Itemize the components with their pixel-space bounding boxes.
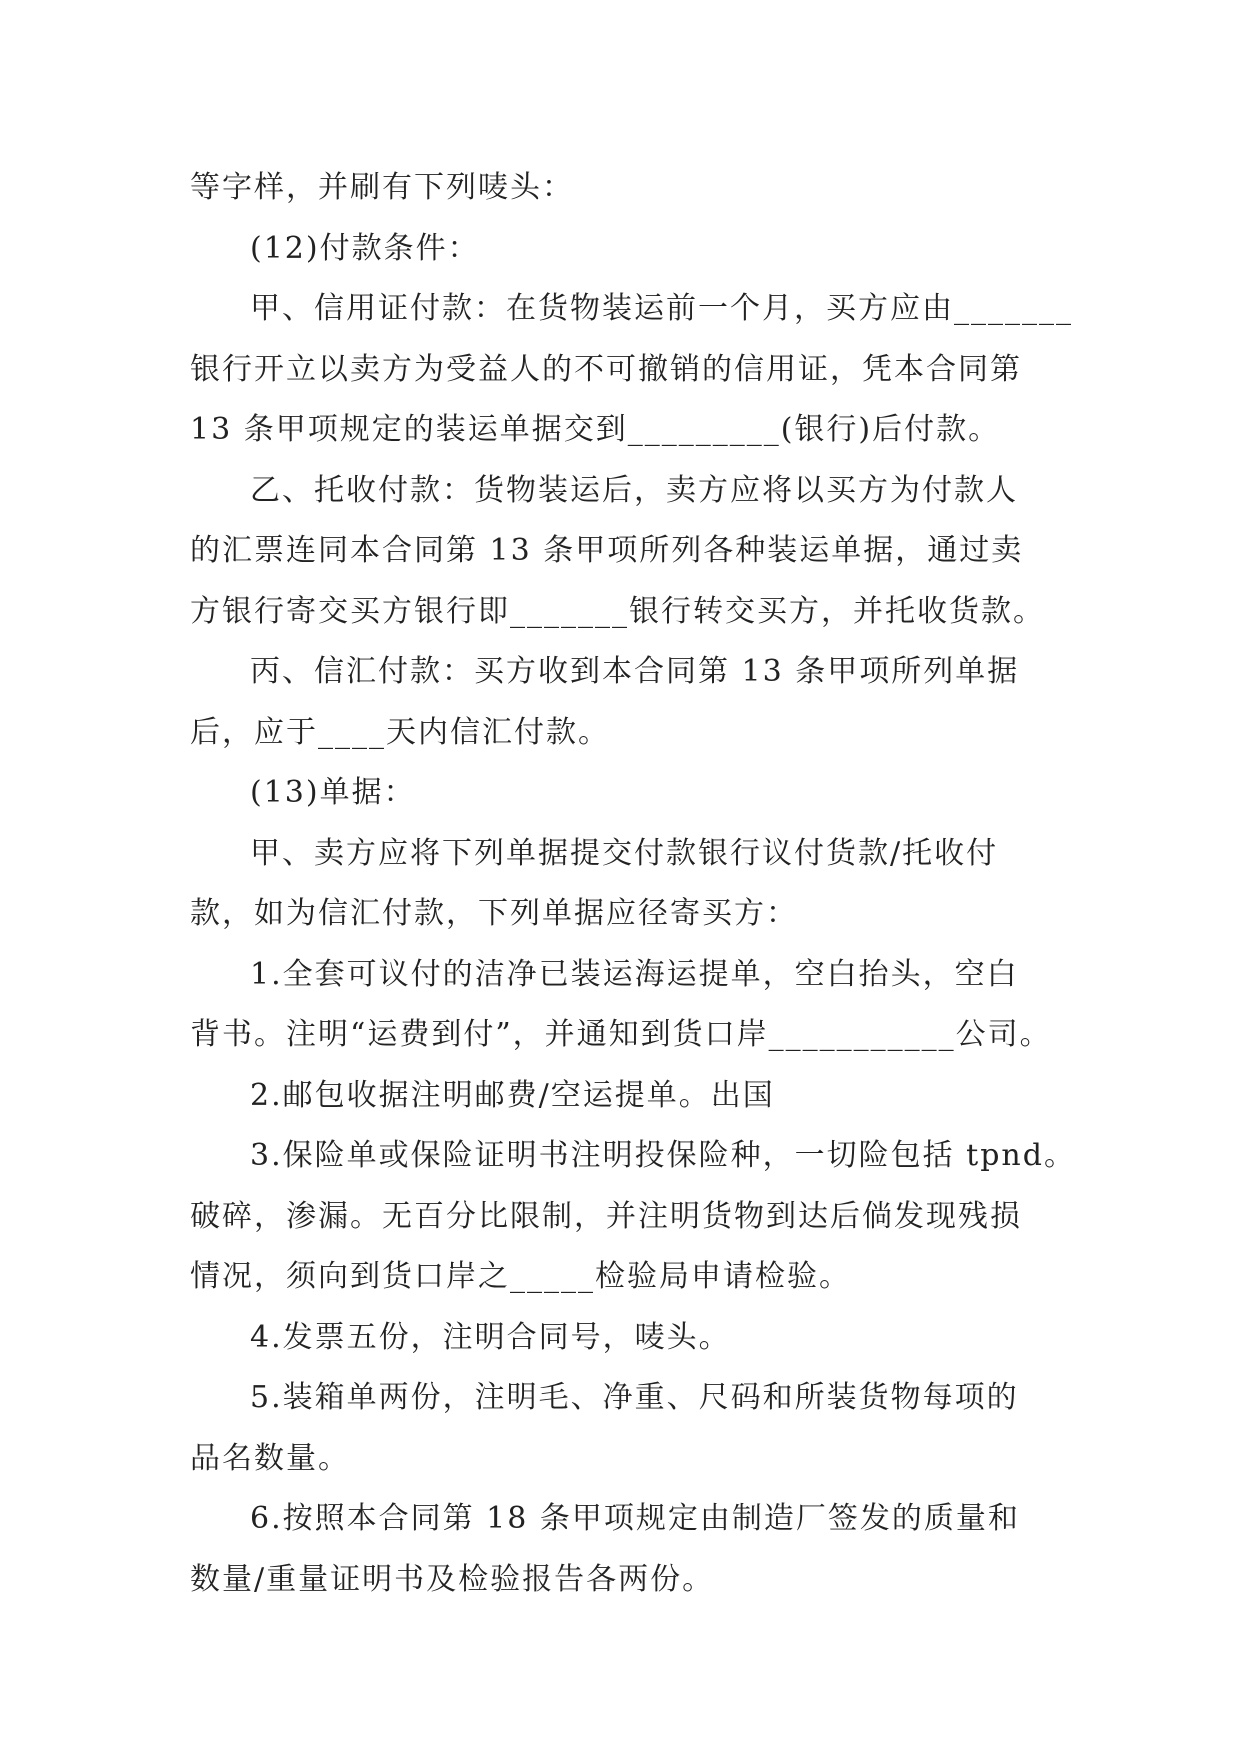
text-line: 甲、信用证付款：在货物装运前一个月，买方应由_______ — [250, 291, 1073, 326]
text-line: 的汇票连同本合同第 13 条甲项所列各种装运单据，通过卖 — [190, 533, 1024, 568]
text-line: 破碎，渗漏。无百分比限制，并注明货物到达后倘发现残损 — [190, 1198, 1022, 1234]
text-line: 背书。注明“运费到付”，并通知到货口岸___________公司。 — [190, 1017, 1052, 1052]
text-line: 1.全套可议付的洁净已装运海运提单，空白抬头，空白 — [250, 956, 1019, 992]
text-line: 款，如为信汇付款，下列单据应径寄买方： — [190, 896, 798, 931]
text-line: 品名数量。 — [190, 1440, 350, 1476]
text-line: (12)付款条件： — [250, 230, 480, 266]
text-line: 6.按照本合同第 18 条甲项规定由制造厂签发的质量和 — [250, 1501, 1020, 1536]
text-line: 后，应于____天内信汇付款。 — [190, 714, 610, 750]
document-body — [190, 158, 1076, 1610]
text-line: 13 条甲项规定的装运单据交到_________(银行)后付款。 — [190, 412, 1001, 447]
text-line: 情况，须向到货口岸之_____检验局申请检验。 — [190, 1259, 851, 1294]
text-line: 方银行寄交买方银行即_______银行转交买方，并托收货款。 — [190, 593, 1045, 629]
text-line: 银行开立以卖方为受益人的不可撤销的信用证，凭本合同第 — [190, 351, 1022, 387]
text-line: 甲、卖方应将下列单据提交付款银行议付货款/托收付 — [250, 835, 999, 871]
text-line: 数量/重量证明书及检验报告各两份。 — [190, 1561, 715, 1597]
text-line: 4.发票五份，注明合同号，唛头。 — [250, 1319, 731, 1355]
text-line: 乙、托收付款：货物装运后，卖方应将以买方为付款人 — [250, 472, 1018, 508]
text-line: 等字样，并刷有下列唛头： — [190, 170, 574, 205]
text-line: 5.装箱单两份，注明毛、净重、尺码和所装货物每项的 — [250, 1380, 1019, 1415]
text-line: 丙、信汇付款：买方收到本合同第 13 条甲项所列单据 — [250, 654, 1020, 689]
text-line: (13)单据： — [250, 775, 416, 810]
text-line: 3.保险单或保险证明书注明投保险种，一切险包括 tpnd。 — [250, 1138, 1076, 1173]
text-line: 2.邮包收据注明邮费/空运提单。出国 — [250, 1077, 775, 1113]
